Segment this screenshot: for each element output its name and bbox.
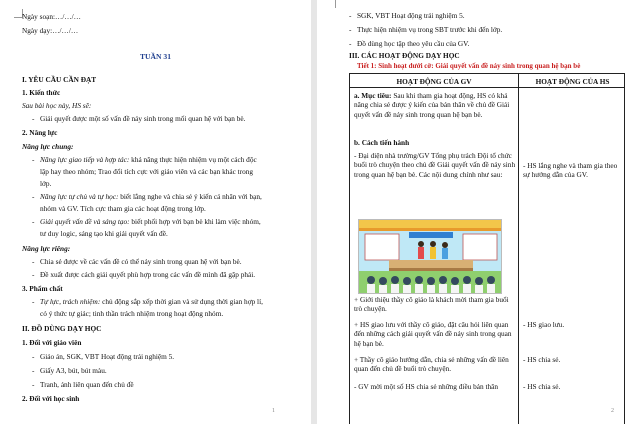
- knowledge-intro: Sau bài học này, HS sẽ:: [22, 101, 92, 110]
- student-activity-2: - HS giao lưu.: [523, 320, 565, 329]
- procedure-label: b. Cách tiến hành: [354, 138, 410, 147]
- specific-item-1: Chia sẻ được về các vấn đề có thể nảy sinh trong quan hệ với bạn bè.: [40, 257, 242, 266]
- competence-1-label: Năng lực giao tiếp và hợp tác:: [40, 155, 130, 164]
- bullet: -: [32, 352, 35, 361]
- week-title: TUẦN 31: [139, 52, 171, 61]
- teacher-step-1: + Giới thiệu thầy cô giáo là khách mời tham gia buổi trò chuyện.: [354, 295, 509, 314]
- quality-text: chủ động sắp xếp thời gian và sử dụng thời gian hợp lí,: [102, 297, 263, 306]
- objective-label: a. Mục tiêu:: [354, 91, 392, 100]
- student-activity-4: - HS chia sẻ.: [523, 382, 561, 391]
- section-1-heading: I. YÊU CẦU CẦN ĐẠT: [22, 75, 97, 84]
- bullet: -: [32, 270, 35, 279]
- section-2-1-heading: 1. Đối với giáo viên: [22, 338, 82, 347]
- objective-text: Sau khi tham gia hoạt động, HS có khả năng chia sẻ được ý kiến của bản thân về chủ đề Giải quyết vấn đề nảy sinh trong quan hệ bạn bè.: [354, 91, 510, 119]
- student-item-2: Thực hiện nhiệm vụ trong SBT trước khi đến lớp.: [357, 25, 503, 34]
- column-divider: [518, 74, 519, 424]
- objective-cell: [354, 91, 516, 119]
- column-header-student: HOẠT ĐỘNG CỦA HS: [535, 77, 610, 86]
- teacher-step-3: + Thầy cô giáo hướng dẫn, chia sẻ những vấn đề liên quan đến chủ đề buổi trò chuyện.: [354, 355, 509, 374]
- quality-line-2: có ý thức tự giác; tinh thần trách nhiệm trong hoạt động nhóm.: [40, 309, 224, 318]
- page-number: 2: [611, 408, 614, 414]
- competence-2-text: biết lắng nghe và chia sẻ ý kiến cá nhân với bạn,: [120, 192, 262, 201]
- document-page-2: [317, 0, 640, 424]
- specific-competence-heading: Năng lực riêng:: [22, 244, 71, 253]
- section-1-1-heading: 1. Kiến thức: [22, 88, 61, 97]
- competence-2-label: Năng lực tự chủ và tự học:: [40, 192, 119, 201]
- competence-2-line-1: [40, 192, 262, 201]
- bullet: -: [32, 155, 35, 164]
- student-item-1: SGK, VBT Hoạt động trải nghiệm 5.: [357, 11, 465, 20]
- specific-item-2: Đề xuất được cách giải quyết phù hợp trong các vấn đề mình đã gặp phải.: [40, 270, 256, 279]
- bullet: -: [32, 257, 35, 266]
- bullet: -: [32, 366, 35, 375]
- quality-label: Tự lực, trách nhiệm:: [40, 297, 101, 306]
- knowledge-item: Giải quyết được một số vấn đề nảy sinh trong mối quan hệ với bạn bè.: [40, 114, 246, 123]
- page-number: 1: [272, 408, 275, 414]
- bullet: -: [349, 39, 352, 48]
- teacher-item-1: Giáo án, SGK, VBT Hoạt động trải nghiệm 5.: [40, 352, 175, 361]
- bullet: -: [349, 11, 352, 20]
- lesson-title: Tiết 1: Sinh hoạt dưới cờ: Giải quyết vấn đề nảy sinh trong quan hệ bạn bè: [357, 62, 581, 70]
- section-3-heading: III. CÁC HOẠT ĐỘNG DẠY HỌC: [349, 51, 460, 60]
- competence-3-label: Giải quyết vấn đề và sáng tạo:: [40, 217, 130, 226]
- teacher-step-4: - GV mời một số HS chia sẻ những điều bản thân: [354, 382, 499, 391]
- bullet: -: [32, 114, 35, 123]
- quality-line-1: [40, 297, 263, 306]
- section-2-2-heading: 2. Đối với học sinh: [22, 394, 80, 403]
- competence-1-line-3: lớp.: [40, 179, 52, 188]
- bullet: -: [32, 380, 35, 389]
- competence-1-text: khả năng thực hiện nhiệm vụ một cách độc: [131, 155, 257, 164]
- competence-1-line-2: lập hay theo nhóm; Trao đổi tích cực với giáo viên và các bạn khác trong: [40, 167, 254, 176]
- section-1-2-heading: 2. Năng lực: [22, 128, 58, 137]
- date-prepare: Ngày soạn:…/…/…: [22, 12, 81, 21]
- teacher-step-2: + HS giao lưu với thầy cô giáo, đặt câu hỏi liên quan đến những cách giải quyết vấn đề nảy sinh trong quan hệ bạn bè.: [354, 320, 512, 348]
- student-item-3: Đồ dùng học tập theo yêu cầu của GV.: [357, 39, 470, 48]
- competence-2-line-2: nhóm và GV. Tích cực tham gia các hoạt động trong lớp.: [40, 204, 206, 213]
- document-page-1: [0, 0, 311, 424]
- section-1-3-heading: 3. Phẩm chất: [22, 284, 63, 293]
- general-competence-heading: Năng lực chung:: [22, 142, 74, 151]
- activity-table: [349, 73, 625, 424]
- procedure-text: - Đại diện nhà trường/GV Tổng phụ trách Đội tổ chức buổi trò chuyện theo chủ đề Giải quyết vấn đề nảy sinh trong quan hệ bạn bè. Các nội dung chính như sau:: [354, 151, 516, 179]
- teacher-item-3: Tranh, ảnh liên quan đến chủ đề: [40, 380, 134, 389]
- competence-3-line-2: tư duy logic, sáng tạo khi giải quyết vấn đề.: [40, 229, 168, 238]
- teacher-item-2: Giấy A3, bút, bút màu.: [40, 366, 107, 375]
- bullet: -: [32, 297, 35, 306]
- school-ceremony-illustration: [358, 219, 502, 294]
- competence-3-line-1: [40, 217, 261, 226]
- competence-1-line-1: [40, 155, 257, 164]
- section-2-heading: II. ĐỒ DÙNG DẠY HỌC: [22, 324, 102, 333]
- crop-mark: [327, 0, 336, 8]
- student-activity-3: - HS chia sẻ.: [523, 355, 561, 364]
- student-activity-1: - HS lắng nghe và tham gia theo sự hướng dẫn của GV.: [523, 161, 618, 180]
- bullet: -: [32, 192, 35, 201]
- competence-3-text: biết phối hợp với bạn bè khi làm việc nhóm,: [131, 217, 261, 226]
- bullet: -: [32, 217, 35, 226]
- ceremony-image: [359, 220, 502, 294]
- date-teach: Ngày dạy:…/…/…: [22, 26, 79, 35]
- column-header-teacher: HOẠT ĐỘNG CỦA GV: [396, 77, 472, 86]
- bullet: -: [349, 25, 352, 34]
